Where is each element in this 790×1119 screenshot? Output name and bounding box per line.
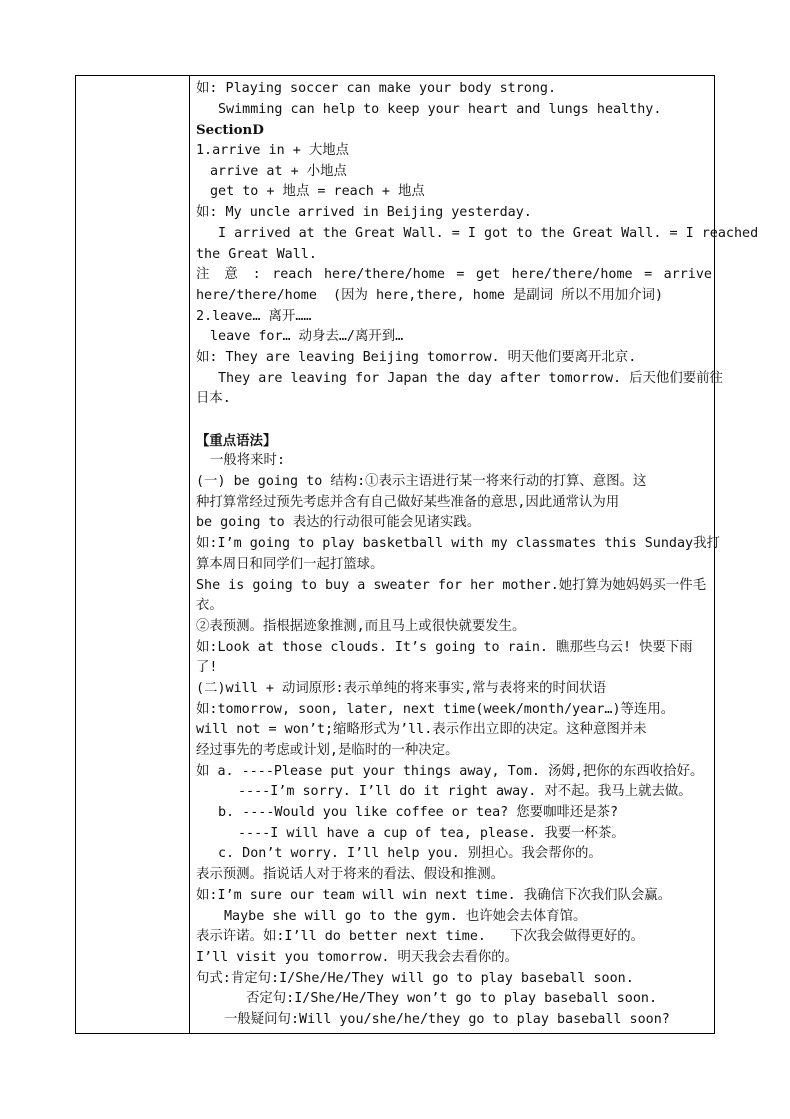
text-line: 种打算常经过预先考虑并含有自己做好某些准备的意思,因此通常认为用: [196, 494, 620, 510]
text-line: 一般疑问句:Will you/she/he/they go to play baseball soon?: [224, 1011, 670, 1027]
text-line: here/there/home (因为 here,there, home 是副词 所以不用加介词): [196, 287, 664, 303]
text-line: ----I will have a cup of tea, please. 我要一杯茶。: [238, 825, 625, 841]
text-line: 1.arrive in + 大地点: [196, 143, 350, 159]
text-line: ②表预测。指根据迹象推测,而且马上或很快就要发生。: [196, 618, 526, 634]
text-line: (一) be going to 结构:①表示主语进行某一将来行动的打算、意图。这: [196, 474, 647, 490]
text-line: 如:Look at those clouds. It’s going to rain. 瞧那些乌云! 快要下雨: [196, 639, 693, 655]
text-line: She is going to buy a sweater for her mother.她打算为她妈妈买一件毛: [196, 577, 707, 593]
text-line: 日本.: [196, 391, 231, 407]
text-line: arrive at + 小地点: [210, 163, 347, 179]
text-line: ----I’m sorry. I’ll do it right away. 对不起。我马上就去做。: [238, 784, 692, 800]
text-line: 如:I’m going to play basketball with my classmates this Sunday我打: [196, 536, 720, 552]
text-line: 否定句:I/She/He/They won’t go to play baseball soon.: [246, 991, 658, 1007]
text-line: They are leaving for Japan the day after tomorrow. 后天他们要前往: [218, 370, 723, 386]
grammar-heading: 【重点语法】: [196, 432, 277, 449]
text-line: 表示预测。指说话人对于将来的看法、假设和推测。: [196, 867, 504, 883]
text-line: 衣。: [196, 598, 223, 614]
text-line: 句式:肯定句:I/She/He/They will go to play baseball soon.: [196, 970, 634, 986]
table-content-cell: [196, 79, 759, 1031]
section-heading: SectionD: [196, 122, 264, 139]
text-line: I arrived at the Great Wall. = I got to the Great Wall. = I reached: [218, 225, 759, 241]
text-line: I’ll visit you tomorrow. 明天我会去看你的。: [196, 949, 519, 965]
text-line: 注 意 : reach here/there/home = get here/there/home = arrive: [196, 267, 712, 283]
blank-line: [196, 410, 712, 431]
text-line: be going to 表达的行动很可能会见诸实践。: [196, 515, 481, 531]
text-line: get to + 地点 = reach + 地点: [210, 184, 425, 200]
text-line: 如: They are leaving Beijing tomorrow. 明天他们要离开北京.: [196, 349, 637, 365]
text-line: 了!: [196, 660, 218, 676]
text-line: 一般将来时:: [210, 453, 286, 469]
text-line: 经过事先的考虑或计划,是临时的一种决定。: [196, 743, 459, 758]
text-line: 算本周日和同学们一起打篮球。: [196, 556, 384, 572]
text-line: b. ----Would you like coffee or tea? 您要咖啡还是茶?: [218, 805, 619, 821]
text-line: 如 a. ----Please put your things away, Tom. 汤姆,把你的东西收拾好。: [196, 763, 704, 779]
text-line: 如: Playing soccer can make your body strong.: [196, 81, 557, 96]
text-line: 表示许诺。如:I’ll do better next time. 下次我会做得更好的。: [196, 929, 645, 945]
text-line: 如:tomorrow, soon, later, next time(week/month/year…)等连用。: [196, 701, 675, 717]
text-line: leave for… 动身去…/离开到…: [210, 329, 404, 345]
text-line: 2.leave… 离开……: [196, 308, 312, 324]
text-line: the Great Wall.: [196, 246, 317, 262]
text-line: Maybe she will go to the gym. 也许她会去体育馆。: [224, 908, 587, 924]
text-line: 如:I’m sure our team will win next time. 我确信下次我们队会赢。: [196, 887, 672, 903]
document-table: [75, 75, 759, 1034]
text-line: will not = won’t;缩略形式为’ll.表示作出立即的决定。这种意图并未: [196, 722, 647, 738]
text-line: Swimming can help to keep your heart and lungs healthy.: [218, 101, 662, 117]
table-left-column: [76, 76, 190, 1033]
text-line: c. Don’t worry. I’ll help you. 别担心。我会帮你的。: [218, 846, 602, 862]
text-line: (二)will + 动词原形:表示单纯的将来事实,常与表将来的时间状语: [196, 680, 607, 696]
text-line: 如: My uncle arrived in Beijing yesterday.: [196, 205, 532, 221]
